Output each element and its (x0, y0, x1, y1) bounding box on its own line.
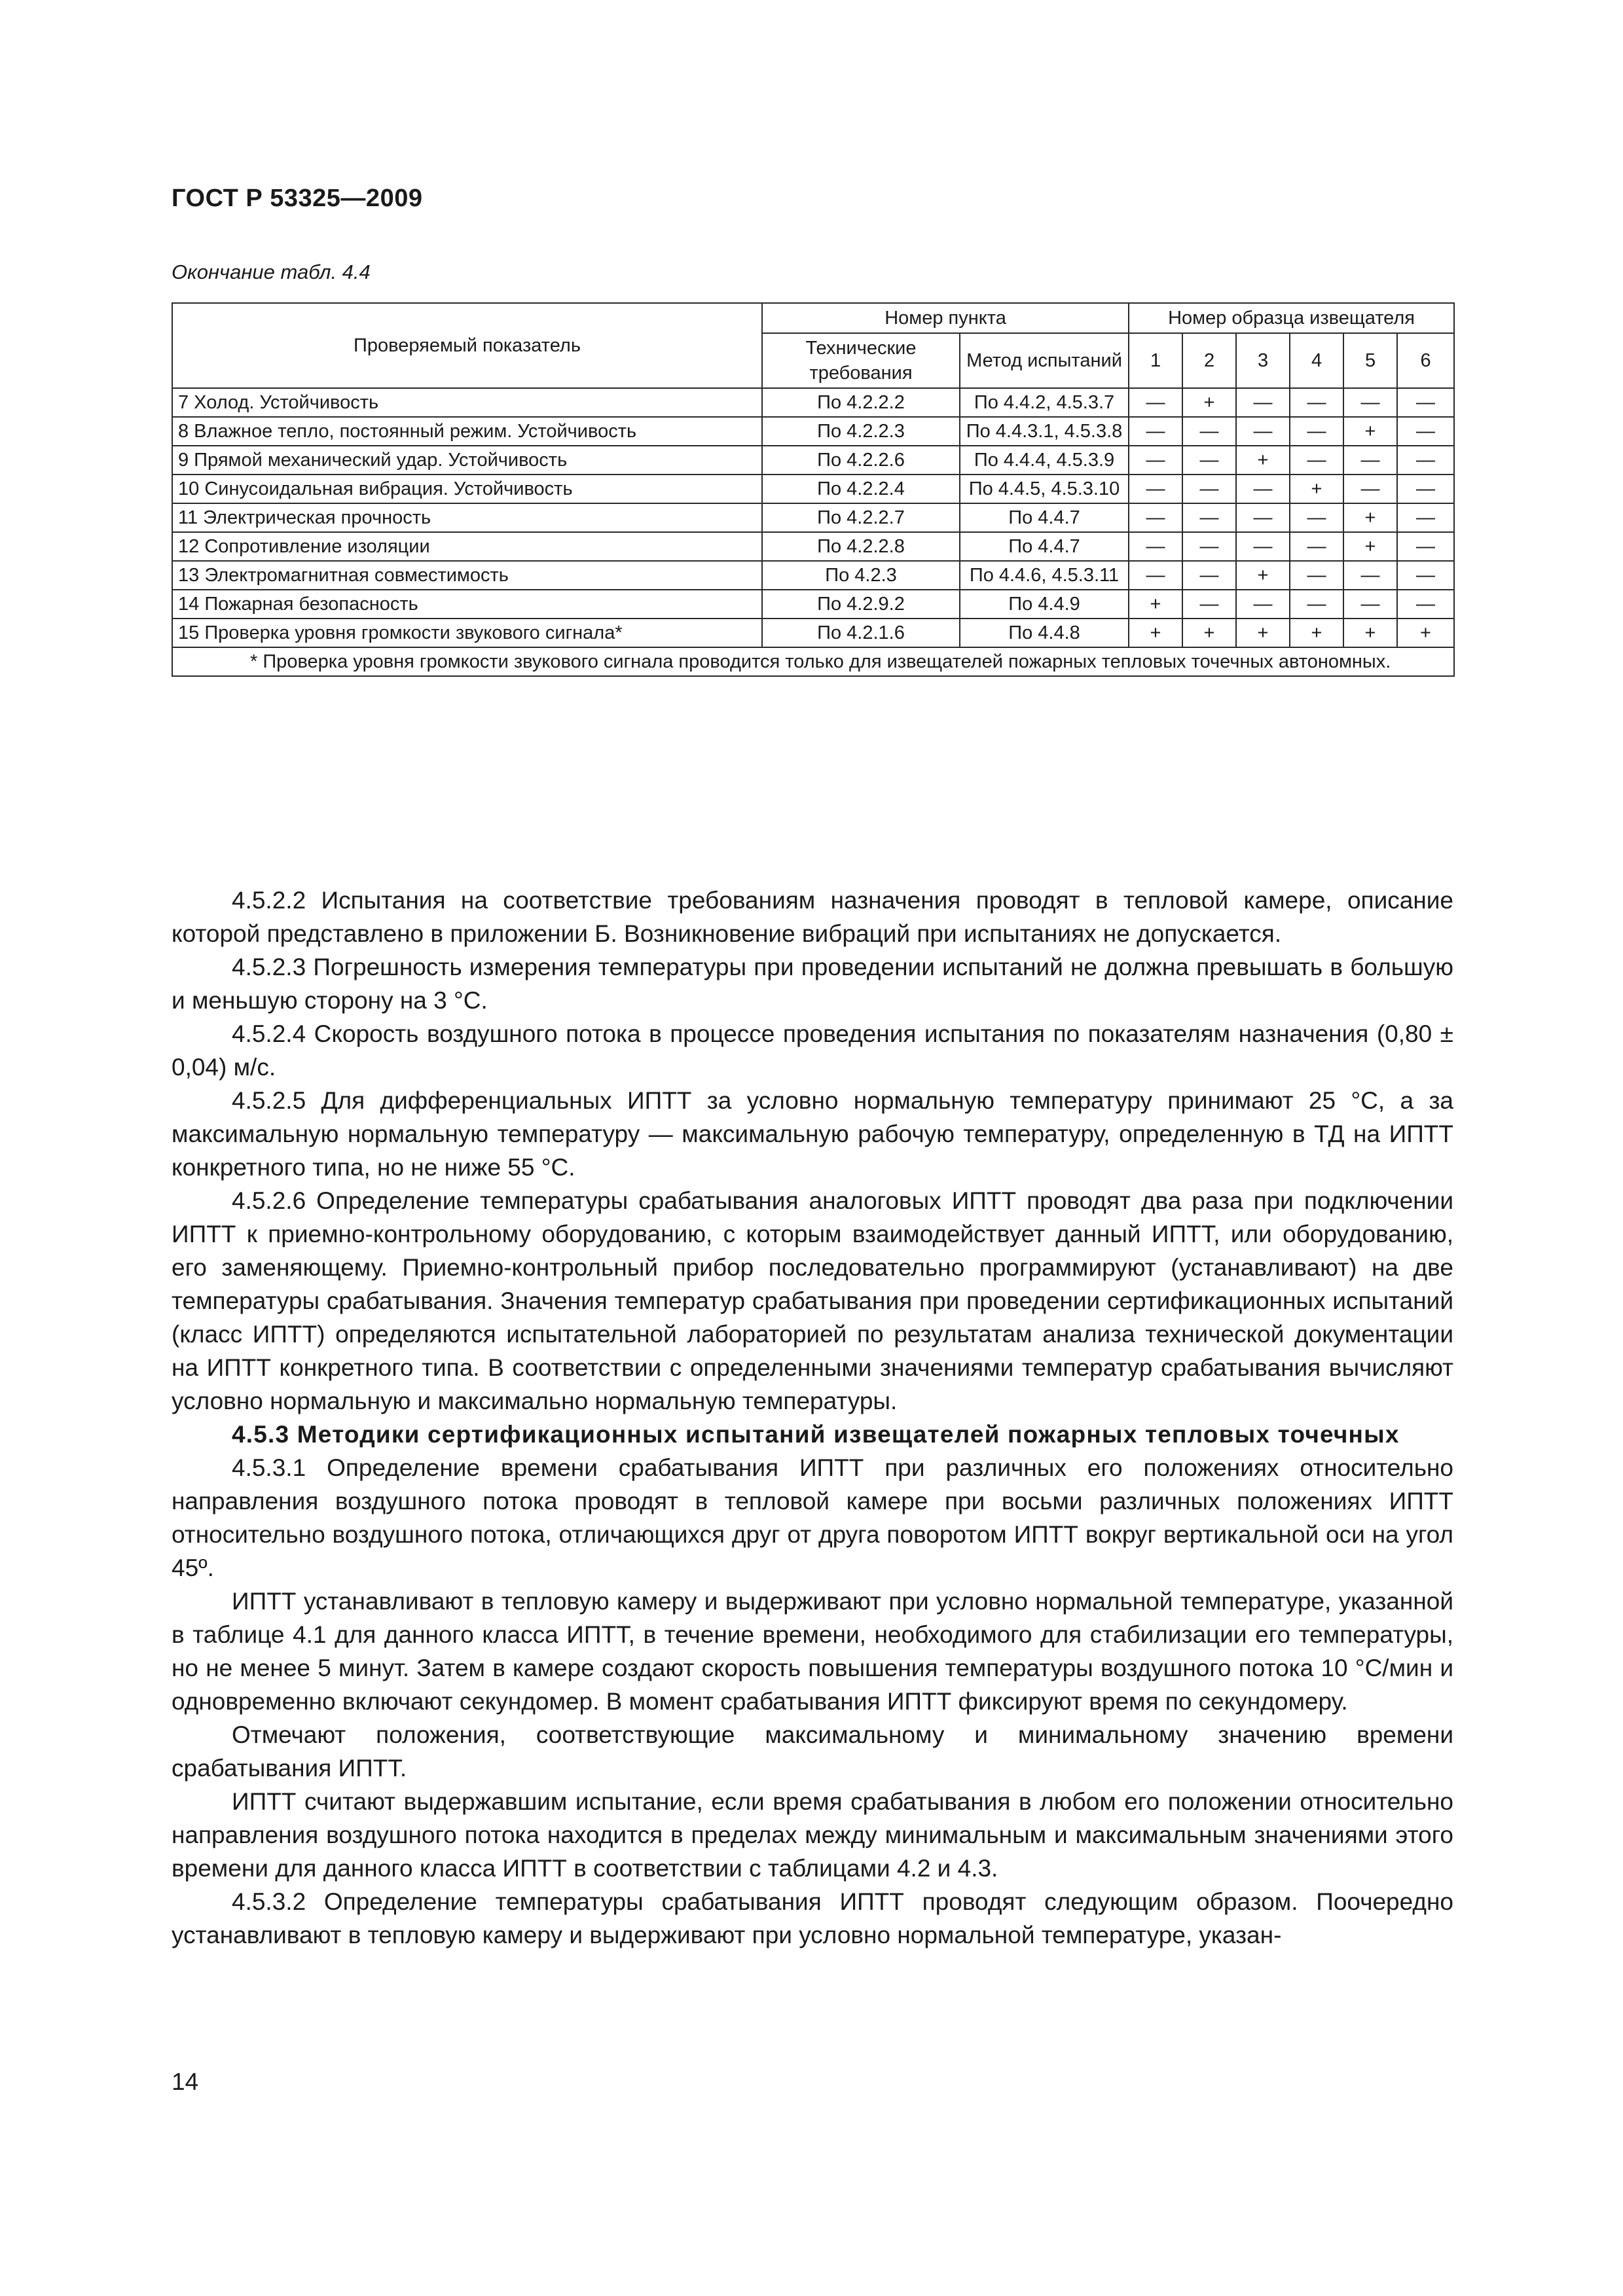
row-mark: + (1290, 475, 1343, 503)
row-mark: — (1397, 388, 1454, 417)
row-indicator: 12 Сопротивление изоляции (172, 532, 762, 561)
table-row (172, 446, 1454, 475)
row-mark: — (1343, 475, 1397, 503)
row-requirement: По 4.2.9.2 (762, 590, 960, 619)
row-mark: — (1290, 388, 1343, 417)
row-method: По 4.4.3.1, 4.5.3.8 (960, 417, 1129, 446)
table-row (172, 619, 1454, 647)
row-mark: — (1182, 475, 1236, 503)
row-mark: — (1290, 446, 1343, 475)
row-indicator: 8 Влажное тепло, постоянный режим. Устойчивость (172, 417, 762, 446)
row-requirement: По 4.2.2.2 (762, 388, 960, 417)
row-mark: — (1182, 590, 1236, 619)
table-row (172, 561, 1454, 590)
row-indicator: 9 Прямой механический удар. Устойчивость (172, 446, 762, 475)
row-mark: — (1236, 532, 1290, 561)
header-sample-3: 3 (1236, 333, 1290, 388)
document-id-header: ГОСТ Р 53325—2009 (172, 185, 423, 212)
paragraph-pass-criteria: ИПТТ считают выдержавшим испытание, если время срабатывания в любом его положении относительно направления воздушного потока находится в пределах между минимальным и максимальным значениями этого времени для данного класса ИПТТ в соответствии с таблицами 4.2 и 4.3. (172, 1788, 1453, 1882)
section-heading-4-5-3: 4.5.3 Методики сертификационных испытаний извещателей пожарных тепловых точечных (232, 1421, 1400, 1448)
row-mark: — (1236, 388, 1290, 417)
paragraph-4-5-3-1: 4.5.3.1 Определение времени срабатывания ИПТТ при различных его положениях относительно направления воздушного потока проводят в тепловой камере при восьми различных положениях ИПТТ относительно воздушного потока, отличающихся друг от друга поворотом ИПТТ вокруг вертикальной оси на угол 45º. (172, 1454, 1453, 1581)
row-mark: — (1290, 561, 1343, 590)
paragraph-4-5-2-6: 4.5.2.6 Определение температуры срабатывания аналоговых ИПТТ проводят два раза при подключении ИПТТ к приемно-контрольному оборудованию, с которым взаимодействует данный ИПТТ, или оборудованию, его заменяющему. Приемно-контрольный прибор последовательно программируют (устанавливают) на две температуры срабатывания. Значения температур срабатывания при проведении сертификационных испытаний (класс ИПТТ) определяются испытательной лабораторией по результатам анализа технической документации на ИПТТ конкретного типа. В соответствии с определенными значениями температур срабатывания вычисляют условно нормальную и максимально нормальную температуры. (172, 1187, 1453, 1414)
row-indicator: 11 Электрическая прочность (172, 503, 762, 532)
row-mark: — (1236, 475, 1290, 503)
row-mark: — (1397, 561, 1454, 590)
row-indicator: 13 Электромагнитная совместимость (172, 561, 762, 590)
paragraph-4-5-2-4: 4.5.2.4 Скорость воздушного потока в процессе проведения испытания по показателям назначения (0,80 ± 0,04) м/с. (172, 1020, 1453, 1081)
row-mark: + (1343, 532, 1397, 561)
row-mark: — (1129, 503, 1182, 532)
row-mark: — (1343, 561, 1397, 590)
row-mark: — (1397, 532, 1454, 561)
row-mark: — (1182, 561, 1236, 590)
table-row (172, 417, 1454, 446)
row-mark: — (1129, 561, 1182, 590)
row-mark: — (1182, 532, 1236, 561)
row-indicator: 7 Холод. Устойчивость (172, 388, 762, 417)
row-mark: — (1182, 503, 1236, 532)
row-mark: — (1343, 590, 1397, 619)
test-plan-table (172, 302, 1455, 677)
row-mark: — (1182, 446, 1236, 475)
row-requirement: По 4.2.2.8 (762, 532, 960, 561)
body-text (172, 884, 1453, 1952)
row-method: По 4.4.4, 4.5.3.9 (960, 446, 1129, 475)
header-sample-1: 1 (1129, 333, 1182, 388)
row-mark: — (1236, 590, 1290, 619)
row-mark: — (1129, 475, 1182, 503)
row-indicator: 15 Проверка уровня громкости звукового сигнала* (172, 619, 762, 647)
row-mark: — (1290, 503, 1343, 532)
row-requirement: По 4.2.1.6 (762, 619, 960, 647)
row-mark: + (1397, 619, 1454, 647)
row-mark: — (1397, 475, 1454, 503)
table-row (172, 475, 1454, 503)
page-number: 14 (172, 2068, 199, 2095)
row-requirement: По 4.2.2.4 (762, 475, 960, 503)
row-requirement: По 4.2.2.7 (762, 503, 960, 532)
row-mark: — (1182, 417, 1236, 446)
table-footnote (172, 647, 1454, 676)
header-sample-5: 5 (1343, 333, 1397, 388)
row-mark: — (1397, 503, 1454, 532)
row-requirement: По 4.2.2.6 (762, 446, 960, 475)
row-indicator: 10 Синусоидальная вибрация. Устойчивость (172, 475, 762, 503)
row-mark: — (1343, 446, 1397, 475)
row-mark: — (1236, 417, 1290, 446)
row-indicator: 14 Пожарная безопасность (172, 590, 762, 619)
row-mark: — (1236, 503, 1290, 532)
row-mark: + (1236, 446, 1290, 475)
row-mark: — (1290, 532, 1343, 561)
header-indicator: Проверяемый показатель (172, 303, 762, 388)
row-mark: + (1236, 561, 1290, 590)
row-mark: — (1397, 446, 1454, 475)
row-method: По 4.4.6, 4.5.3.11 (960, 561, 1129, 590)
row-mark: — (1290, 590, 1343, 619)
row-method: По 4.4.2, 4.5.3.7 (960, 388, 1129, 417)
row-mark: — (1129, 532, 1182, 561)
row-mark: + (1236, 619, 1290, 647)
header-sample-4: 4 (1290, 333, 1343, 388)
row-mark: + (1129, 619, 1182, 647)
row-mark: + (1343, 503, 1397, 532)
row-mark: — (1397, 417, 1454, 446)
row-method: По 4.4.9 (960, 590, 1129, 619)
table-footnote-text: * Проверка уровня громкости звукового сигнала проводится только для извещателей пожарных тепловых точечных автономных. (250, 651, 1391, 672)
paragraph-4-5-2-5: 4.5.2.5 Для дифференциальных ИПТТ за условно нормальную температуру принимают 25 °С, а за максимальную нормальную температуру — максимальную рабочую температуру, определенную в ТД на ИПТТ конкретного типа, но не ниже 55 °С. (172, 1087, 1453, 1181)
row-mark: + (1343, 619, 1397, 647)
header-sample-2: 2 (1182, 333, 1236, 388)
row-mark: — (1343, 388, 1397, 417)
row-mark: + (1182, 388, 1236, 417)
paragraph-installation: ИПТТ устанавливают в тепловую камеру и выдерживают при условно нормальной температуре, указанной в таблице 4.1 для данного класса ИПТТ, в течение времени, необходимого для стабилизации его температуры, но не менее 5 минут. Затем в камере создают скорость повышения температуры воздушного потока 10 °С/мин и одновременно включают секундомер. В момент срабатывания ИПТТ фиксируют время по секундомеру. (172, 1588, 1453, 1715)
table-row (172, 503, 1454, 532)
row-method: По 4.4.5, 4.5.3.10 (960, 475, 1129, 503)
table-row (172, 388, 1454, 417)
row-mark: — (1290, 417, 1343, 446)
row-requirement: По 4.2.3 (762, 561, 960, 590)
row-mark: — (1129, 446, 1182, 475)
table-caption: Окончание табл. 4.4 (172, 260, 371, 283)
row-mark: + (1343, 417, 1397, 446)
row-mark: + (1129, 590, 1182, 619)
row-mark: + (1290, 619, 1343, 647)
header-clause-group: Номер пункта (762, 303, 1129, 333)
row-requirement: По 4.2.2.3 (762, 417, 960, 446)
table-row (172, 532, 1454, 561)
header-sample-6: 6 (1397, 333, 1454, 388)
header-test-method: Метод испытаний (960, 333, 1129, 388)
row-mark: + (1182, 619, 1236, 647)
table-footnote-row (172, 647, 1454, 676)
header-sample-group: Номер образца извещателя (1129, 303, 1454, 333)
row-method: По 4.4.8 (960, 619, 1129, 647)
header-tech-requirements: Технические требования (762, 333, 960, 388)
row-mark: — (1397, 590, 1454, 619)
paragraph-4-5-3-2: 4.5.3.2 Определение температуры срабатывания ИПТТ проводят следующим образом. Поочередно устанавливают в тепловую камеру и выдерживают при условно нормальной температуре, указан- (172, 1888, 1453, 1948)
row-method: По 4.4.7 (960, 532, 1129, 561)
row-mark: — (1129, 417, 1182, 446)
row-mark: — (1129, 388, 1182, 417)
paragraph-4-5-2-2: 4.5.2.2 Испытания на соответствие требованиям назначения проводят в тепловой камере, описание которой представлено в приложении Б. Возникновение вибраций при испытаниях не допускается. (172, 887, 1453, 947)
row-method: По 4.4.7 (960, 503, 1129, 532)
paragraph-4-5-2-3: 4.5.2.3 Погрешность измерения температуры при проведении испытаний не должна превышать в большую и меньшую сторону на 3 °С. (172, 954, 1453, 1014)
paragraph-marking-positions: Отмечают положения, соответствующие максимальному и минимальному значению времени срабатывания ИПТТ. (172, 1721, 1453, 1782)
table-row (172, 590, 1454, 619)
